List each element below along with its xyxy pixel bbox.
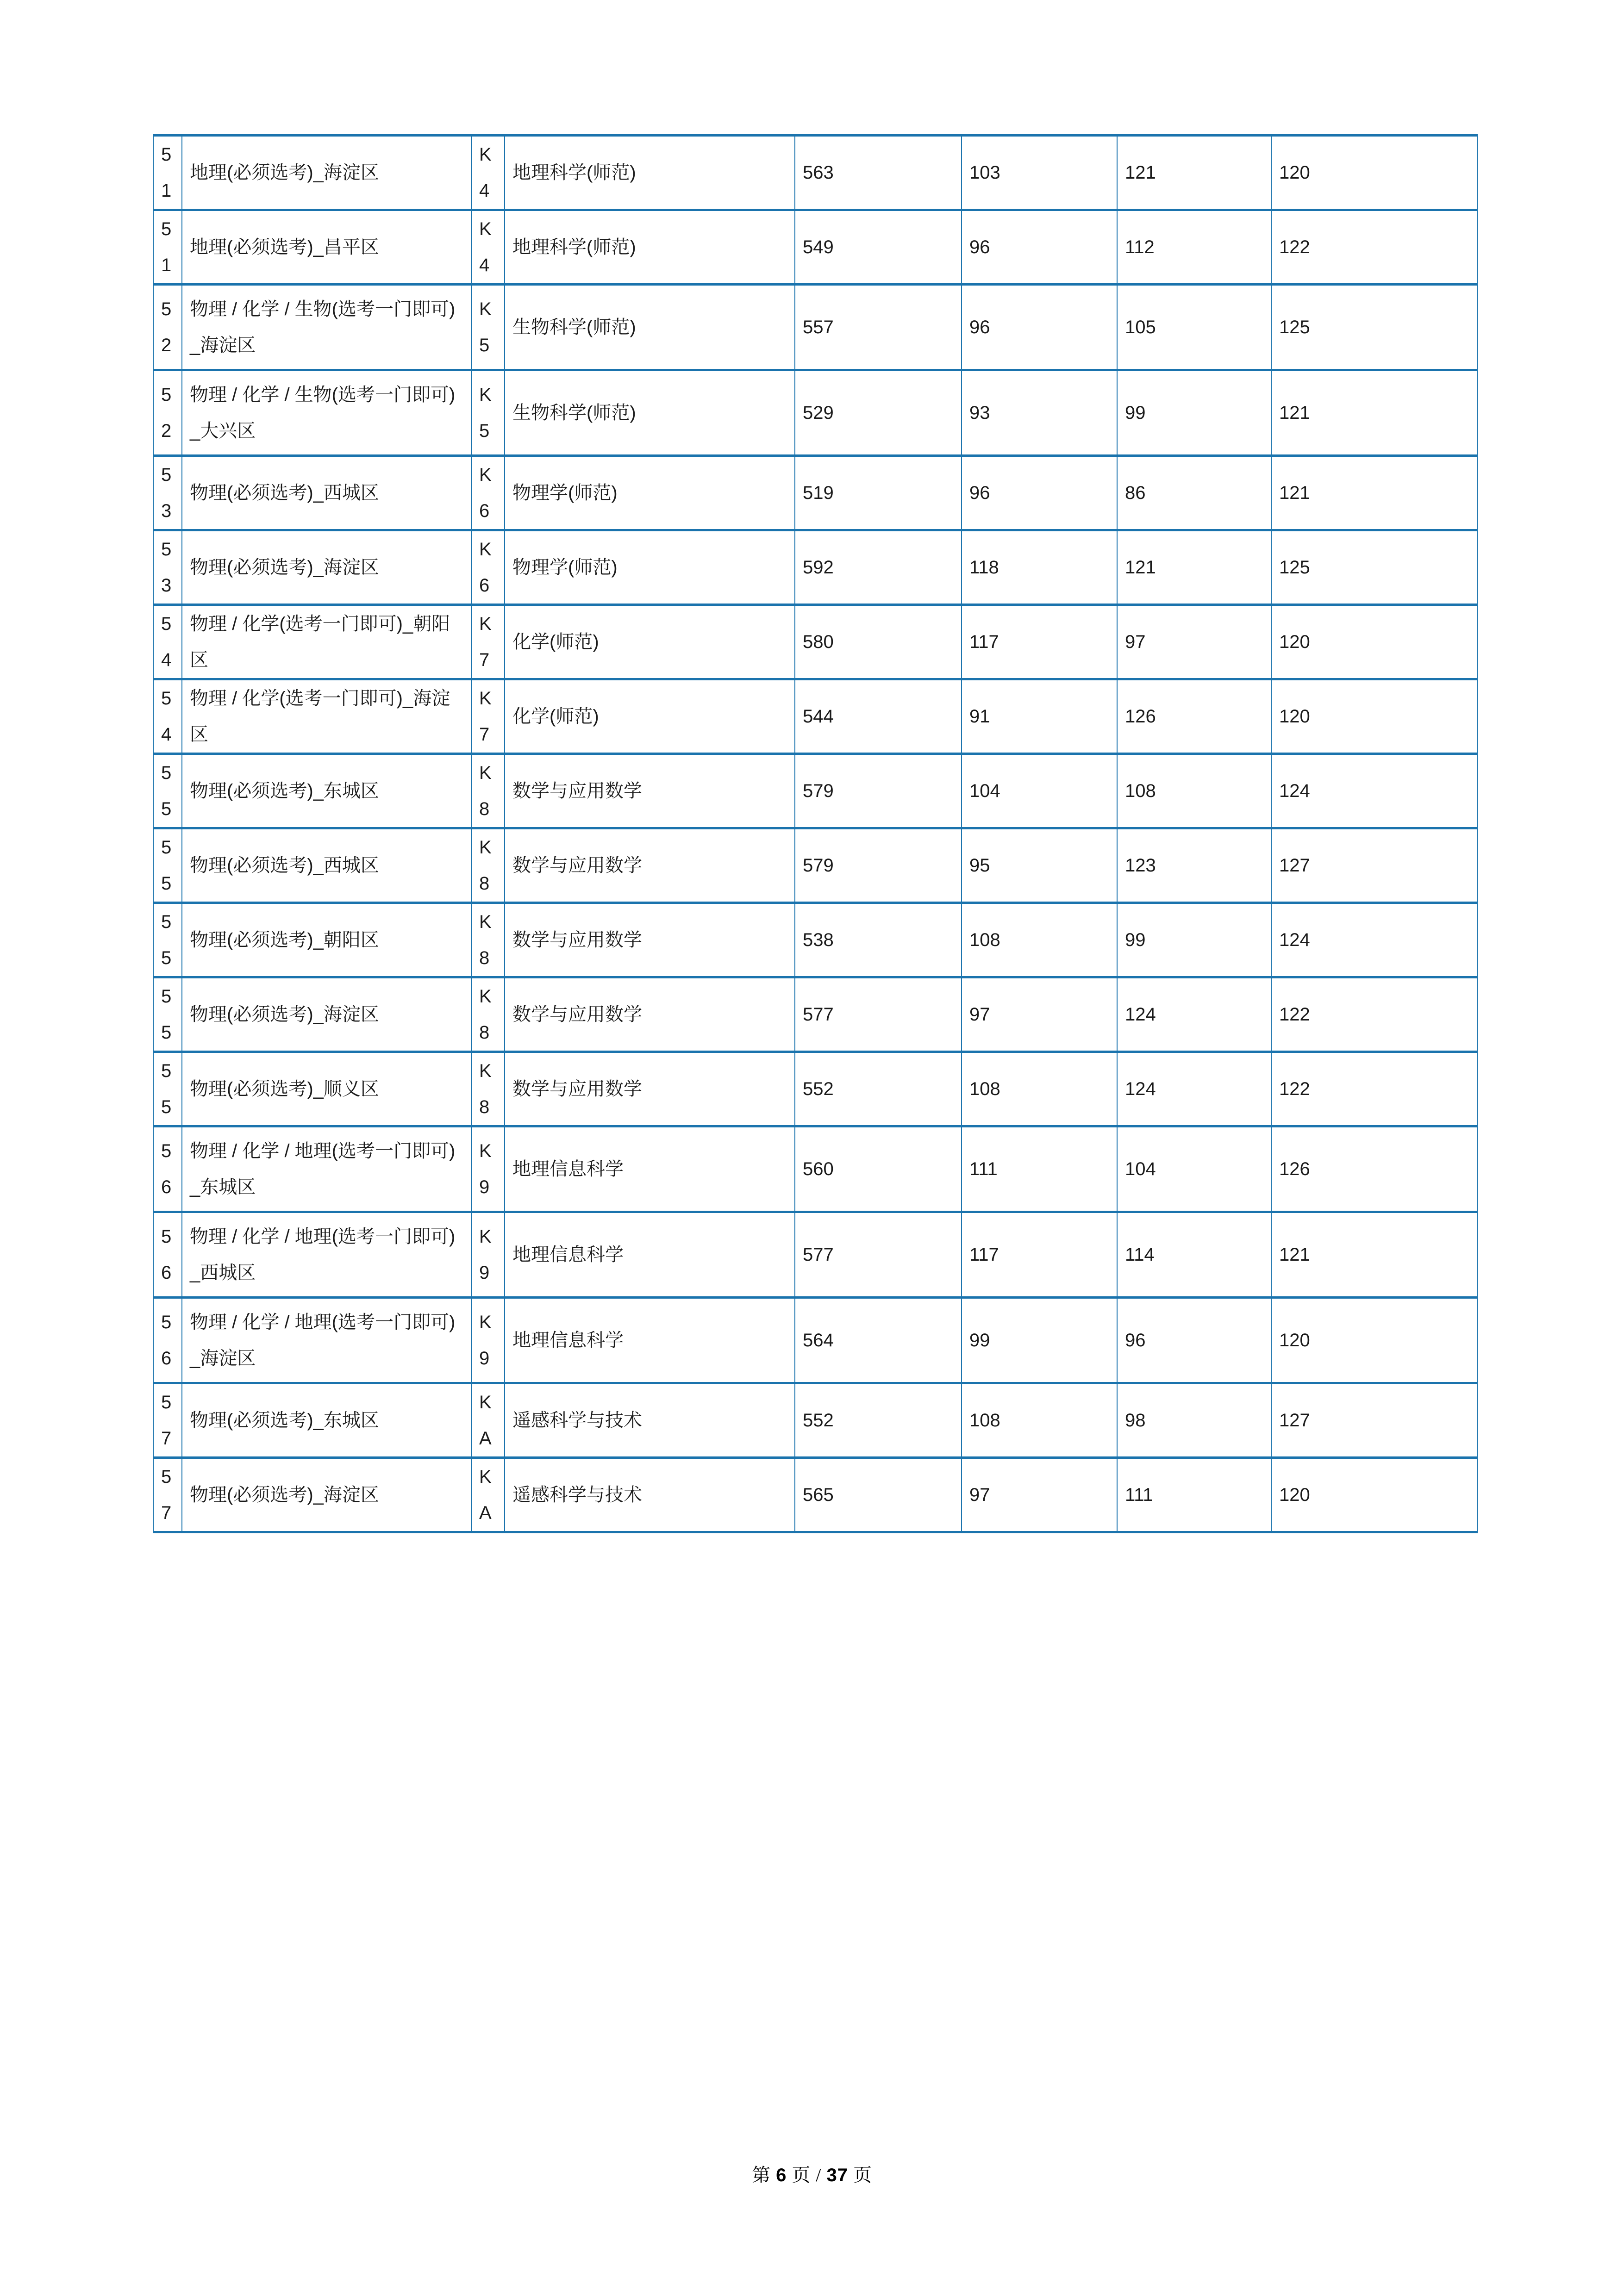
cell-code: K4 xyxy=(471,210,505,285)
cell-index: 51 xyxy=(153,136,182,210)
cell-score-4: 127 xyxy=(1271,1383,1477,1458)
cell-index: 56 xyxy=(153,1298,182,1383)
cell-code: K4 xyxy=(471,136,505,210)
cell-score-2: 117 xyxy=(962,1212,1117,1298)
cell-code: K8 xyxy=(471,754,505,828)
table-row xyxy=(153,1383,1477,1458)
table-row xyxy=(153,1126,1477,1212)
cell-score-1: 580 xyxy=(795,605,962,679)
cell-score-2: 97 xyxy=(962,1458,1117,1532)
cell-score-4: 121 xyxy=(1271,370,1477,456)
cell-index: 55 xyxy=(153,903,182,977)
cell-code: K5 xyxy=(471,370,505,456)
cell-index: 55 xyxy=(153,828,182,903)
cell-code: K8 xyxy=(471,977,505,1052)
cell-index: 57 xyxy=(153,1458,182,1532)
cell-score-1: 592 xyxy=(795,530,962,605)
cell-score-1: 577 xyxy=(795,1212,962,1298)
table-row xyxy=(153,977,1477,1052)
footer-total-pages: 37 xyxy=(826,2165,848,2185)
footer-suffix: 页 xyxy=(853,2165,872,2185)
table-row xyxy=(153,828,1477,903)
cell-score-4: 122 xyxy=(1271,210,1477,285)
cell-major: 生物科学(师范) xyxy=(505,285,795,370)
cell-index: 55 xyxy=(153,977,182,1052)
cell-score-2: 104 xyxy=(962,754,1117,828)
cell-score-3: 99 xyxy=(1117,370,1271,456)
table-row xyxy=(153,903,1477,977)
cell-score-2: 108 xyxy=(962,903,1117,977)
cell-major: 数学与应用数学 xyxy=(505,977,795,1052)
cell-score-2: 91 xyxy=(962,679,1117,754)
cell-score-4: 121 xyxy=(1271,456,1477,530)
cell-score-3: 97 xyxy=(1117,605,1271,679)
cell-score-2: 96 xyxy=(962,285,1117,370)
cell-score-3: 99 xyxy=(1117,903,1271,977)
cell-score-3: 98 xyxy=(1117,1383,1271,1458)
cell-score-3: 121 xyxy=(1117,136,1271,210)
cell-code: K9 xyxy=(471,1298,505,1383)
cell-score-1: 552 xyxy=(795,1052,962,1126)
cell-major: 数学与应用数学 xyxy=(505,754,795,828)
cell-score-1: 519 xyxy=(795,456,962,530)
cell-code: K8 xyxy=(471,828,505,903)
cell-major: 物理学(师范) xyxy=(505,456,795,530)
cell-index: 54 xyxy=(153,679,182,754)
table-row xyxy=(153,456,1477,530)
cell-score-1: 579 xyxy=(795,828,962,903)
table-body xyxy=(153,136,1477,1532)
cell-major: 生物科学(师范) xyxy=(505,370,795,456)
cell-index: 57 xyxy=(153,1383,182,1458)
cell-major: 物理学(师范) xyxy=(505,530,795,605)
cell-score-1: 560 xyxy=(795,1126,962,1212)
cell-score-4: 125 xyxy=(1271,285,1477,370)
cell-score-4: 122 xyxy=(1271,977,1477,1052)
cell-score-2: 99 xyxy=(962,1298,1117,1383)
cell-score-3: 86 xyxy=(1117,456,1271,530)
cell-score-4: 121 xyxy=(1271,1212,1477,1298)
cell-index: 55 xyxy=(153,754,182,828)
cell-score-4: 124 xyxy=(1271,754,1477,828)
cell-score-2: 118 xyxy=(962,530,1117,605)
cell-major: 数学与应用数学 xyxy=(505,828,795,903)
cell-score-3: 104 xyxy=(1117,1126,1271,1212)
cell-score-2: 117 xyxy=(962,605,1117,679)
cell-major: 地理科学(师范) xyxy=(505,136,795,210)
cell-major: 地理信息科学 xyxy=(505,1212,795,1298)
table-row xyxy=(153,1212,1477,1298)
cell-score-2: 96 xyxy=(962,210,1117,285)
cell-score-4: 127 xyxy=(1271,828,1477,903)
cell-requirement: 物理 / 化学 / 生物(选考一门即可)_大兴区 xyxy=(182,370,471,456)
cell-score-4: 120 xyxy=(1271,679,1477,754)
cell-score-2: 95 xyxy=(962,828,1117,903)
cell-code: K5 xyxy=(471,285,505,370)
cell-code: K8 xyxy=(471,1052,505,1126)
cell-index: 55 xyxy=(153,1052,182,1126)
cell-code: K6 xyxy=(471,456,505,530)
cell-requirement: 物理 / 化学 / 生物(选考一门即可)_海淀区 xyxy=(182,285,471,370)
cell-score-2: 111 xyxy=(962,1126,1117,1212)
footer-separator: 页 / xyxy=(792,2165,822,2185)
admission-score-table xyxy=(153,134,1478,1533)
cell-score-1: 549 xyxy=(795,210,962,285)
cell-score-1: 544 xyxy=(795,679,962,754)
cell-code: K7 xyxy=(471,605,505,679)
cell-requirement: 物理 / 化学 / 地理(选考一门即可)_西城区 xyxy=(182,1212,471,1298)
cell-requirement: 物理(必须选考)_东城区 xyxy=(182,1383,471,1458)
cell-score-4: 122 xyxy=(1271,1052,1477,1126)
cell-score-1: 557 xyxy=(795,285,962,370)
cell-requirement: 物理(必须选考)_东城区 xyxy=(182,754,471,828)
table-row xyxy=(153,210,1477,285)
cell-score-3: 112 xyxy=(1117,210,1271,285)
cell-major: 地理信息科学 xyxy=(505,1298,795,1383)
cell-score-3: 124 xyxy=(1117,977,1271,1052)
table-row xyxy=(153,1052,1477,1126)
cell-score-4: 120 xyxy=(1271,1458,1477,1532)
cell-score-3: 105 xyxy=(1117,285,1271,370)
cell-major: 地理科学(师范) xyxy=(505,210,795,285)
cell-requirement: 物理(必须选考)_海淀区 xyxy=(182,530,471,605)
cell-code: K6 xyxy=(471,530,505,605)
footer-page-number: 6 xyxy=(776,2165,787,2185)
table-row xyxy=(153,605,1477,679)
cell-score-3: 123 xyxy=(1117,828,1271,903)
cell-code: K8 xyxy=(471,903,505,977)
cell-score-4: 120 xyxy=(1271,605,1477,679)
table-row xyxy=(153,1298,1477,1383)
cell-code: K7 xyxy=(471,679,505,754)
table-row xyxy=(153,136,1477,210)
cell-index: 56 xyxy=(153,1126,182,1212)
cell-major: 地理信息科学 xyxy=(505,1126,795,1212)
cell-requirement: 物理(必须选考)_西城区 xyxy=(182,828,471,903)
cell-requirement: 物理(必须选考)_西城区 xyxy=(182,456,471,530)
cell-index: 53 xyxy=(153,456,182,530)
cell-requirement: 物理(必须选考)_海淀区 xyxy=(182,1458,471,1532)
cell-score-3: 111 xyxy=(1117,1458,1271,1532)
cell-score-2: 96 xyxy=(962,456,1117,530)
cell-index: 52 xyxy=(153,285,182,370)
table-row xyxy=(153,285,1477,370)
cell-index: 53 xyxy=(153,530,182,605)
cell-major: 遥感科学与技术 xyxy=(505,1383,795,1458)
cell-score-3: 126 xyxy=(1117,679,1271,754)
cell-score-2: 93 xyxy=(962,370,1117,456)
cell-score-1: 538 xyxy=(795,903,962,977)
cell-score-1: 529 xyxy=(795,370,962,456)
cell-requirement: 物理 / 化学 / 地理(选考一门即可)_海淀区 xyxy=(182,1298,471,1383)
table-row xyxy=(153,679,1477,754)
page-footer xyxy=(0,2160,1624,2187)
cell-score-1: 565 xyxy=(795,1458,962,1532)
cell-score-1: 577 xyxy=(795,977,962,1052)
table-row xyxy=(153,530,1477,605)
cell-index: 51 xyxy=(153,210,182,285)
cell-major: 数学与应用数学 xyxy=(505,903,795,977)
table-row xyxy=(153,370,1477,456)
cell-index: 54 xyxy=(153,605,182,679)
cell-score-4: 120 xyxy=(1271,136,1477,210)
cell-score-1: 552 xyxy=(795,1383,962,1458)
cell-requirement: 物理(必须选考)_朝阳区 xyxy=(182,903,471,977)
cell-requirement: 地理(必须选考)_昌平区 xyxy=(182,210,471,285)
cell-score-1: 564 xyxy=(795,1298,962,1383)
cell-score-3: 124 xyxy=(1117,1052,1271,1126)
cell-code: K9 xyxy=(471,1126,505,1212)
cell-requirement: 物理(必须选考)_顺义区 xyxy=(182,1052,471,1126)
table-row xyxy=(153,754,1477,828)
footer-prefix: 第 xyxy=(752,2165,771,2185)
cell-requirement: 物理 / 化学 / 地理(选考一门即可)_东城区 xyxy=(182,1126,471,1212)
cell-score-2: 97 xyxy=(962,977,1117,1052)
cell-major: 化学(师范) xyxy=(505,605,795,679)
cell-index: 52 xyxy=(153,370,182,456)
cell-code: K9 xyxy=(471,1212,505,1298)
cell-score-4: 124 xyxy=(1271,903,1477,977)
cell-score-4: 120 xyxy=(1271,1298,1477,1383)
cell-index: 56 xyxy=(153,1212,182,1298)
cell-major: 遥感科学与技术 xyxy=(505,1458,795,1532)
cell-score-2: 108 xyxy=(962,1383,1117,1458)
cell-score-3: 108 xyxy=(1117,754,1271,828)
cell-score-1: 563 xyxy=(795,136,962,210)
cell-score-3: 121 xyxy=(1117,530,1271,605)
cell-score-1: 579 xyxy=(795,754,962,828)
cell-major: 化学(师范) xyxy=(505,679,795,754)
cell-requirement: 物理 / 化学(选考一门即可)_海淀区 xyxy=(182,679,471,754)
cell-requirement: 地理(必须选考)_海淀区 xyxy=(182,136,471,210)
cell-score-2: 103 xyxy=(962,136,1117,210)
table-row xyxy=(153,1458,1477,1532)
cell-code: KA xyxy=(471,1383,505,1458)
cell-score-4: 125 xyxy=(1271,530,1477,605)
cell-requirement: 物理(必须选考)_海淀区 xyxy=(182,977,471,1052)
cell-score-2: 108 xyxy=(962,1052,1117,1126)
cell-code: KA xyxy=(471,1458,505,1532)
cell-score-3: 114 xyxy=(1117,1212,1271,1298)
cell-major: 数学与应用数学 xyxy=(505,1052,795,1126)
cell-score-4: 126 xyxy=(1271,1126,1477,1212)
cell-score-3: 96 xyxy=(1117,1298,1271,1383)
cell-requirement: 物理 / 化学(选考一门即可)_朝阳区 xyxy=(182,605,471,679)
